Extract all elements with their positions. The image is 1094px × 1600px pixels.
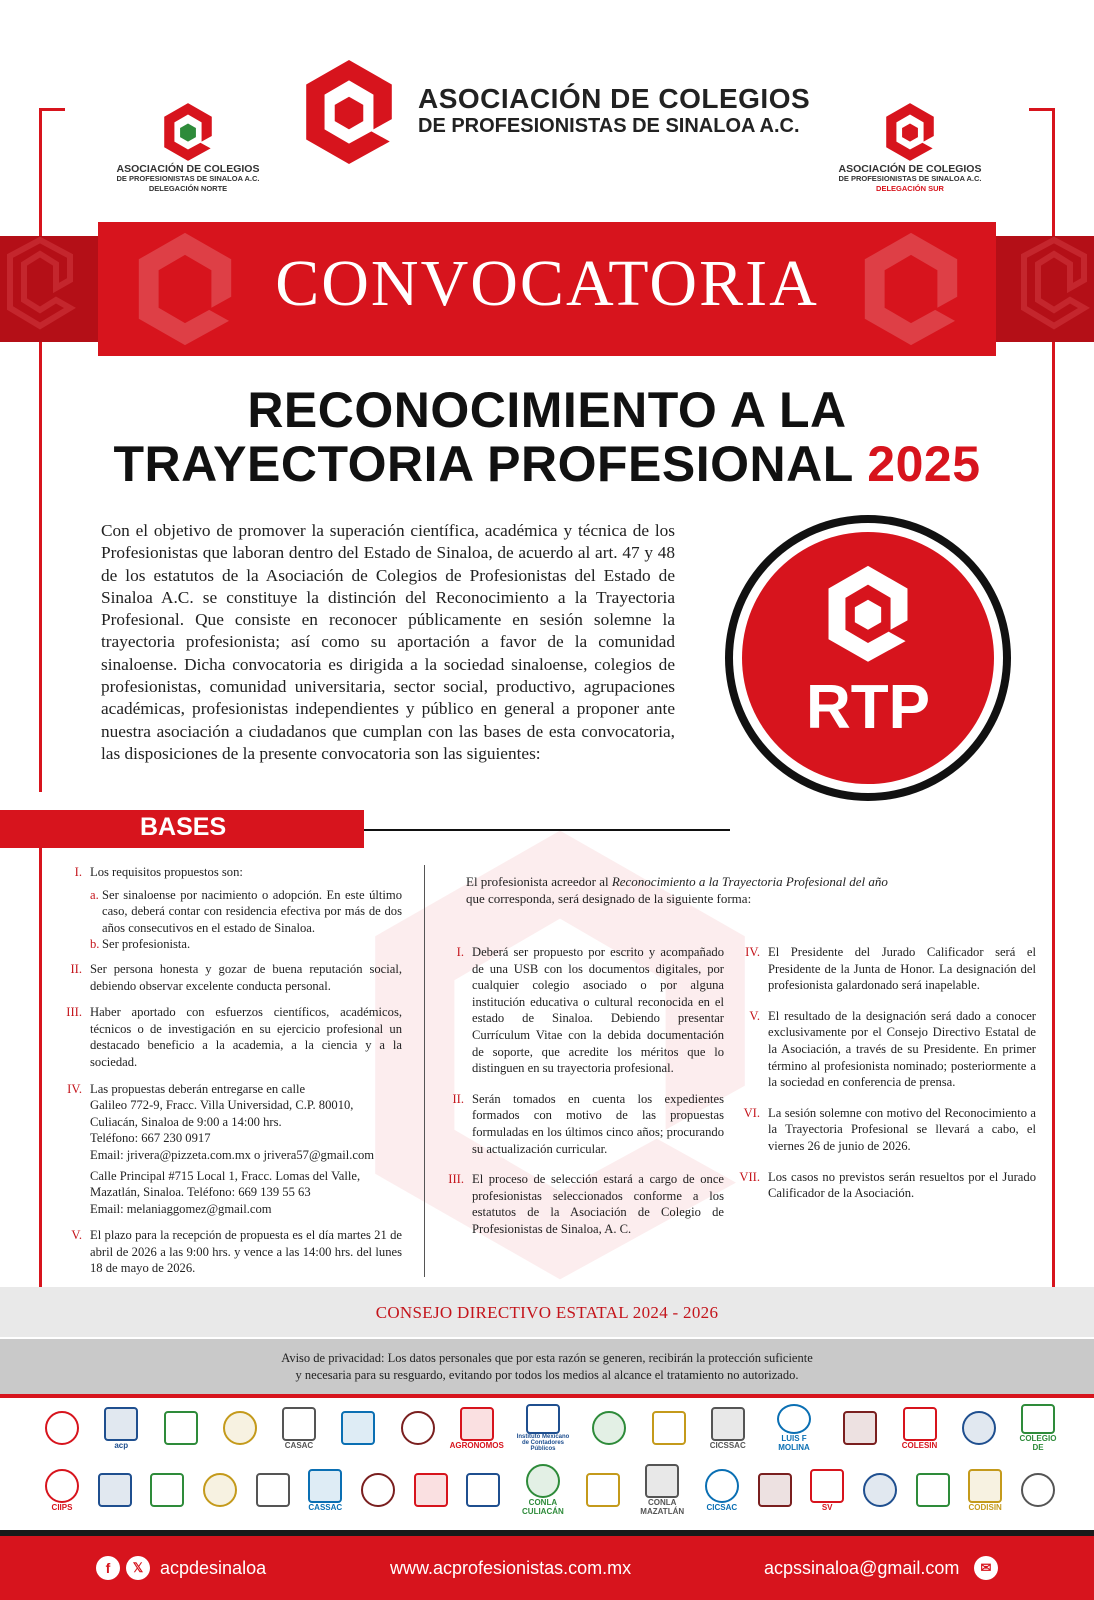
member-logo <box>858 1464 902 1516</box>
base-iv-email2: Email: melaniaggomez@gmail.com <box>90 1201 272 1216</box>
member-logo-mark <box>361 1473 395 1507</box>
member-logo-mark <box>98 1473 132 1507</box>
designation-vi-text: La sesión solemne con motivo del Reconocimiento a la Trayectoria Profesional se llevará a cabo, el viernes 26 de junio de 2026. <box>768 1105 1036 1153</box>
member-logo-mark <box>308 1469 342 1503</box>
del-sur-line3: DELEGACIÓN SUR <box>876 184 944 193</box>
member-logo-mark <box>916 1473 950 1507</box>
member-logo <box>805 1464 849 1516</box>
member-logo-label: LUIS F MOLINA <box>778 1434 810 1452</box>
designation-iii-text: El proceso de selección estará a cargo de once profesionistas seleccionados conforme a los estatutos de la Asociación de Colegio de Profesionistas de Sinaloa, A. C. <box>472 1172 724 1236</box>
member-logo <box>145 1464 189 1516</box>
designation-iii-number: III. <box>448 1172 464 1187</box>
member-logo-mark <box>586 1473 620 1507</box>
member-logo-mark <box>705 1469 739 1503</box>
member-logo <box>765 1404 823 1452</box>
base-item-v <box>60 1227 402 1277</box>
frame-left-top <box>39 108 42 236</box>
member-logo-mark <box>1021 1404 1055 1434</box>
convocatoria-title: CONVOCATORIA <box>275 247 819 320</box>
member-logo <box>40 1464 84 1516</box>
member-logo-mark <box>460 1407 494 1441</box>
base-i-sub-a-text: Ser sinaloense por nacimiento o adopción. En este último caso, deberá contar con residencia efectiva por más de dos años consecutivos en el estado de Sinaloa. <box>102 887 402 935</box>
member-logo <box>159 1404 203 1452</box>
member-logo-mark <box>863 1473 897 1507</box>
base-iv-email1: Email: jrivera@pizzeta.com.mx o jrivera57@gmail.com <box>90 1147 375 1162</box>
member-logo <box>514 1404 572 1452</box>
member-logo <box>957 1404 1001 1452</box>
member-logo-mark <box>466 1473 500 1507</box>
frame-right-mid <box>1052 342 1055 1287</box>
base-item-ii <box>60 961 402 994</box>
del-norte-line3: DELEGACIÓN NORTE <box>148 184 228 193</box>
member-logo <box>277 1404 321 1452</box>
designation-intro-part2: que corresponda, será designado de la siguiente forma: <box>466 890 752 906</box>
privacy-line1: Aviso de privacidad: Los datos personales que por esta razón se generen, recibirán la protección suficiente <box>281 1351 813 1365</box>
designation-ii-text: Serán tomados en cuenta los expedientes formados con motivo de las propuestas formuladas en los últimos cinco años; procurando su actualización curricular. <box>472 1091 724 1156</box>
member-logo <box>99 1404 143 1452</box>
privacy-line2: y necesaria para su resguardo, evitando por todos los medios al alcance el tratamiento no autorizado. <box>295 1368 799 1382</box>
base-i-sub-a-label: a. <box>90 887 99 902</box>
designation-item-v <box>738 1008 1036 1091</box>
frame-right-top-h <box>1029 108 1055 111</box>
main-title-line2 <box>60 437 1034 491</box>
member-logo-label: CONLA MAZATLÁN <box>640 1498 685 1516</box>
base-i-number: I. <box>74 865 82 879</box>
base-i-sub-b-label: b. <box>90 937 100 952</box>
member-logo-mark <box>758 1473 792 1507</box>
member-logo <box>1016 1464 1060 1516</box>
designation-vii-number: VII. <box>739 1169 760 1184</box>
member-logo <box>396 1404 440 1452</box>
member-logo <box>514 1464 572 1516</box>
member-logo-mark <box>526 1404 560 1434</box>
member-logo <box>700 1464 744 1516</box>
member-logo-mark <box>401 1411 435 1445</box>
bases-right-column <box>738 944 1036 1212</box>
member-logo-mark <box>45 1469 79 1503</box>
intro-paragraph: Con el objetivo de promover la superación científica, académica y técnica de los Profesionistas que laboran dentro del Estado de Sinaloa, de acuerdo al art. 47 y 48 de los estatutos de la Asociación de Colegios de Profesionistas del Estado de Sinaloa A.C. se constituye la distinción del Reconocimiento a la Trayectoria Profesional. Que consiste en reconocer públicamente en sesión solemne la trayectoria profesionista; así como su aportación a favor de la comunidad sinaloense. Dicha convocatoria es dirigida a la sociedad sinaloense, colegios de profesionistas, comunidad universitaria, sector social, productivo, agrupaciones académicas, profesionistas independientes y público en general a proponer ante nuestra asociación a ciudadanos que cumplan con las bases de esta convocatoria, las disposiciones de la presente convocatoria son las siguientes: <box>101 521 675 763</box>
base-i-sub-b <box>90 936 402 953</box>
consejo-title: CONSEJO DIRECTIVO ESTATAL 2024 - 2026 <box>375 1303 719 1322</box>
org-name <box>418 84 810 138</box>
member-logo-mark <box>968 1469 1002 1503</box>
designation-v-number: V. <box>749 1008 760 1023</box>
member-logo-mark <box>962 1411 996 1445</box>
member-logo-mark <box>150 1473 184 1507</box>
main-title <box>60 383 1034 491</box>
member-logo-label: COLESIN <box>901 1440 938 1450</box>
member-logos-row2 <box>40 1464 1060 1516</box>
designation-vii-text: Los casos no previstos serán resueltos por el Jurado Calificador de la Asociación. <box>768 1169 1036 1201</box>
member-logo-label: Instituto Mexicano de Contadores Públicos <box>516 1434 570 1452</box>
base-item-iii <box>60 1004 402 1070</box>
member-logo <box>93 1464 137 1516</box>
member-logo-mark <box>592 1411 626 1445</box>
member-logo <box>633 1464 691 1516</box>
base-iv-phone1: Teléfono: 667 230 0917 <box>90 1131 211 1146</box>
member-logo-label: COLEGIO DE <box>1019 1434 1057 1452</box>
member-logo <box>198 1464 242 1516</box>
member-logo <box>753 1464 797 1516</box>
member-logo <box>587 1404 631 1452</box>
designation-ii-number: II. <box>452 1091 464 1106</box>
member-logo-label: CICSSAC <box>709 1440 746 1450</box>
band-pattern-right <box>996 236 1094 342</box>
main-title-line1: RECONOCIMIENTO A LA <box>247 382 847 438</box>
contact-bar-top-stripe <box>0 1530 1094 1536</box>
base-v-text: El plazo para la recepción de propuesta es el día martes 21 de abril de 2026 a las 9:00 hrs. y vence a las 14:00 hrs. del lunes 18 de mayo de 2026. <box>90 1228 402 1276</box>
member-logo-label: CICSAC <box>706 1502 738 1512</box>
bases-middle-column <box>442 944 724 1248</box>
member-logo-mark <box>414 1473 448 1507</box>
member-logo-label: SV <box>821 1502 833 1512</box>
delegacion-sur-logo <box>880 102 940 162</box>
frame-left-mid <box>39 342 42 792</box>
bases-heading: BASES <box>140 813 227 841</box>
member-logo <box>581 1464 625 1516</box>
main-title-year: 2025 <box>867 436 981 492</box>
member-logo-mark <box>1021 1473 1055 1507</box>
member-logo-mark <box>843 1411 877 1445</box>
social-handle[interactable]: acpdesinaloa <box>160 1558 267 1578</box>
member-logo-mark <box>652 1411 686 1445</box>
designation-item-vi <box>738 1105 1036 1155</box>
del-sur-line2: DE PROFESIONISTAS DE SINALOA A.C. <box>838 174 982 183</box>
member-logo-mark <box>164 1411 198 1445</box>
designation-item-vii <box>738 1169 1036 1202</box>
member-logo-label: CASAC <box>284 1440 314 1450</box>
designation-i-number: I. <box>456 945 464 959</box>
designation-intro <box>466 874 986 907</box>
org-name-line2: DE PROFESIONISTAS DE SINALOA A.C. <box>418 115 800 137</box>
member-logo-label: CONLA CULIACÁN <box>522 1498 564 1516</box>
member-logo <box>461 1464 505 1516</box>
base-item-i <box>60 864 402 881</box>
base-iv-number: IV. <box>67 1081 82 1096</box>
acp-main-logo <box>298 58 400 166</box>
member-logo <box>251 1464 295 1516</box>
member-logo-mark <box>777 1404 811 1434</box>
member-logo-label: acp <box>114 1440 129 1450</box>
designation-iv-text: El Presidente del Jurado Calificador será el Presidente de la Junta de Honor. La designación del profesionista galardonado será inapelable. <box>768 945 1036 993</box>
frame-left-top-h <box>39 108 65 111</box>
member-logo <box>40 1404 84 1452</box>
member-logo-label: CASSAC <box>308 1502 343 1512</box>
email-link[interactable]: acpssinaloa@gmail.com <box>764 1558 960 1578</box>
member-logo <box>356 1464 400 1516</box>
member-logo <box>409 1464 453 1516</box>
del-norte-line1: ASOCIACIÓN DE COLEGIOS <box>116 163 260 175</box>
base-v-number: V. <box>71 1228 82 1243</box>
column-divider <box>424 865 425 1277</box>
facebook-icon[interactable]: f <box>96 1556 120 1580</box>
member-logo <box>963 1464 1007 1516</box>
member-logo-label: AGRONOMOS <box>449 1440 504 1450</box>
bases-rule <box>364 829 730 831</box>
org-name-line1: ASOCIACIÓN DE COLEGIOS <box>418 83 811 114</box>
base-i-sub-a <box>90 887 402 937</box>
frame-left-low <box>39 848 42 1287</box>
designation-intro-emphasis: Reconocimiento a la Trayectoria Profesional del año <box>611 874 888 889</box>
member-logo-mark <box>645 1464 679 1498</box>
member-logo-mark <box>341 1411 375 1445</box>
frame-right-top <box>1052 108 1055 236</box>
member-logo-mark <box>203 1473 237 1507</box>
designation-v-text: El resultado de la designación será dado a conocer exclusivamente por el Consejo Directivo Estatal de la Asociación, a través de su Presidente. En primer término al profesionista nominado; posteriormente a la sociedad en conferencia de prensa. <box>768 1008 1036 1090</box>
member-logo-label: CODISIN <box>968 1502 1002 1512</box>
designation-item-iv <box>738 944 1036 994</box>
member-logo <box>898 1404 942 1452</box>
member-logo-mark <box>256 1473 290 1507</box>
base-iii-number: III. <box>66 1005 82 1020</box>
base-iv-line1: Las propuestas deberán entregarse en calle <box>90 1081 306 1096</box>
member-logo <box>706 1404 750 1452</box>
member-logo <box>303 1464 347 1516</box>
member-logo-mark <box>223 1411 257 1445</box>
designation-vi-number: VI. <box>743 1105 760 1120</box>
member-logo-mark <box>104 1407 138 1441</box>
x-icon[interactable]: 𝕏 <box>126 1556 150 1580</box>
member-logos-row1 <box>40 1404 1060 1452</box>
base-item-iv <box>60 1081 402 1218</box>
base-i-sub-b-text: Ser profesionista. <box>102 937 191 952</box>
delegacion-norte-text <box>108 164 268 194</box>
member-logo-mark <box>711 1407 745 1441</box>
base-ii-number: II. <box>70 961 82 976</box>
rtp-emblem-text: RTP <box>806 673 930 742</box>
designation-intro-part1: El profesionista acreedor al <box>466 874 609 889</box>
band-pattern-left <box>0 236 98 342</box>
base-iii-text: Haber aportado con esfuerzos científicos, académicos, técnicos o de investigación en su ejercicio profesional un destacado beneficio a la academia, a la ciencia y a la sociedad. <box>90 1005 402 1069</box>
member-logo-mark <box>526 1464 560 1498</box>
member-logo <box>838 1404 882 1452</box>
delegacion-sur-text <box>830 164 990 194</box>
website-link[interactable]: www.acprofesionistas.com.mx <box>390 1558 632 1578</box>
designation-item-ii <box>442 1091 724 1157</box>
bases-left-column <box>60 864 402 1287</box>
member-logo <box>218 1404 262 1452</box>
designation-item-iii <box>442 1171 724 1237</box>
member-logo <box>911 1464 955 1516</box>
base-i-text: Los requisitos propuestos son: <box>90 865 243 879</box>
base-item-i-subs <box>60 887 402 953</box>
member-logo-mark <box>810 1469 844 1503</box>
designation-item-i <box>442 944 724 1077</box>
main-title-line2-text: TRAYECTORIA PROFESIONAL <box>113 436 853 492</box>
base-iv-line3: Culiacán, Sinaloa de 9:00 a 14:00 hrs. <box>90 1114 282 1129</box>
member-logo-mark <box>45 1411 79 1445</box>
member-logo <box>336 1404 380 1452</box>
del-norte-line2: DE PROFESIONISTAS DE SINALOA A.C. <box>116 174 260 183</box>
designation-i-text: Deberá ser propuesto por escrito y acompañado de una USB con los documentos digitales, por cualquier colegio asociado o por alguna institución educativa o cultural reconocida en el estado de Sinaloa. Debiendo presentar Currículum Vitae con la debida documentación de soporte, que acredite los méritos que lo distinguen en su trayectoria profesional. <box>472 945 724 1076</box>
base-iv-line2: Galileo 772-9, Fracc. Villa Universidad, C.P. 80010, <box>90 1098 354 1113</box>
member-logo <box>1016 1404 1060 1452</box>
base-ii-text: Ser persona honesta y gozar de buena reputación social, debiendo observar excelente conducta personal. <box>90 961 402 993</box>
member-logo-mark <box>903 1407 937 1441</box>
member-logo <box>647 1404 691 1452</box>
privacy-notice <box>0 1350 1094 1384</box>
delegacion-norte-logo <box>158 102 218 162</box>
base-iv-line6: Calle Principal #715 Local 1, Fracc. Lomas del Valle, Mazatlán, Sinaloa. Teléfono: 669 139 55 63 <box>90 1168 361 1200</box>
designation-iv-number: IV. <box>745 945 760 959</box>
member-logo-label: CIIPS <box>51 1502 73 1512</box>
member-logo <box>449 1404 504 1452</box>
mail-icon[interactable]: ✉ <box>974 1556 998 1580</box>
member-logo-mark <box>282 1407 316 1441</box>
rtp-emblem <box>722 512 1014 804</box>
del-sur-line1: ASOCIACIÓN DE COLEGIOS <box>838 163 982 175</box>
